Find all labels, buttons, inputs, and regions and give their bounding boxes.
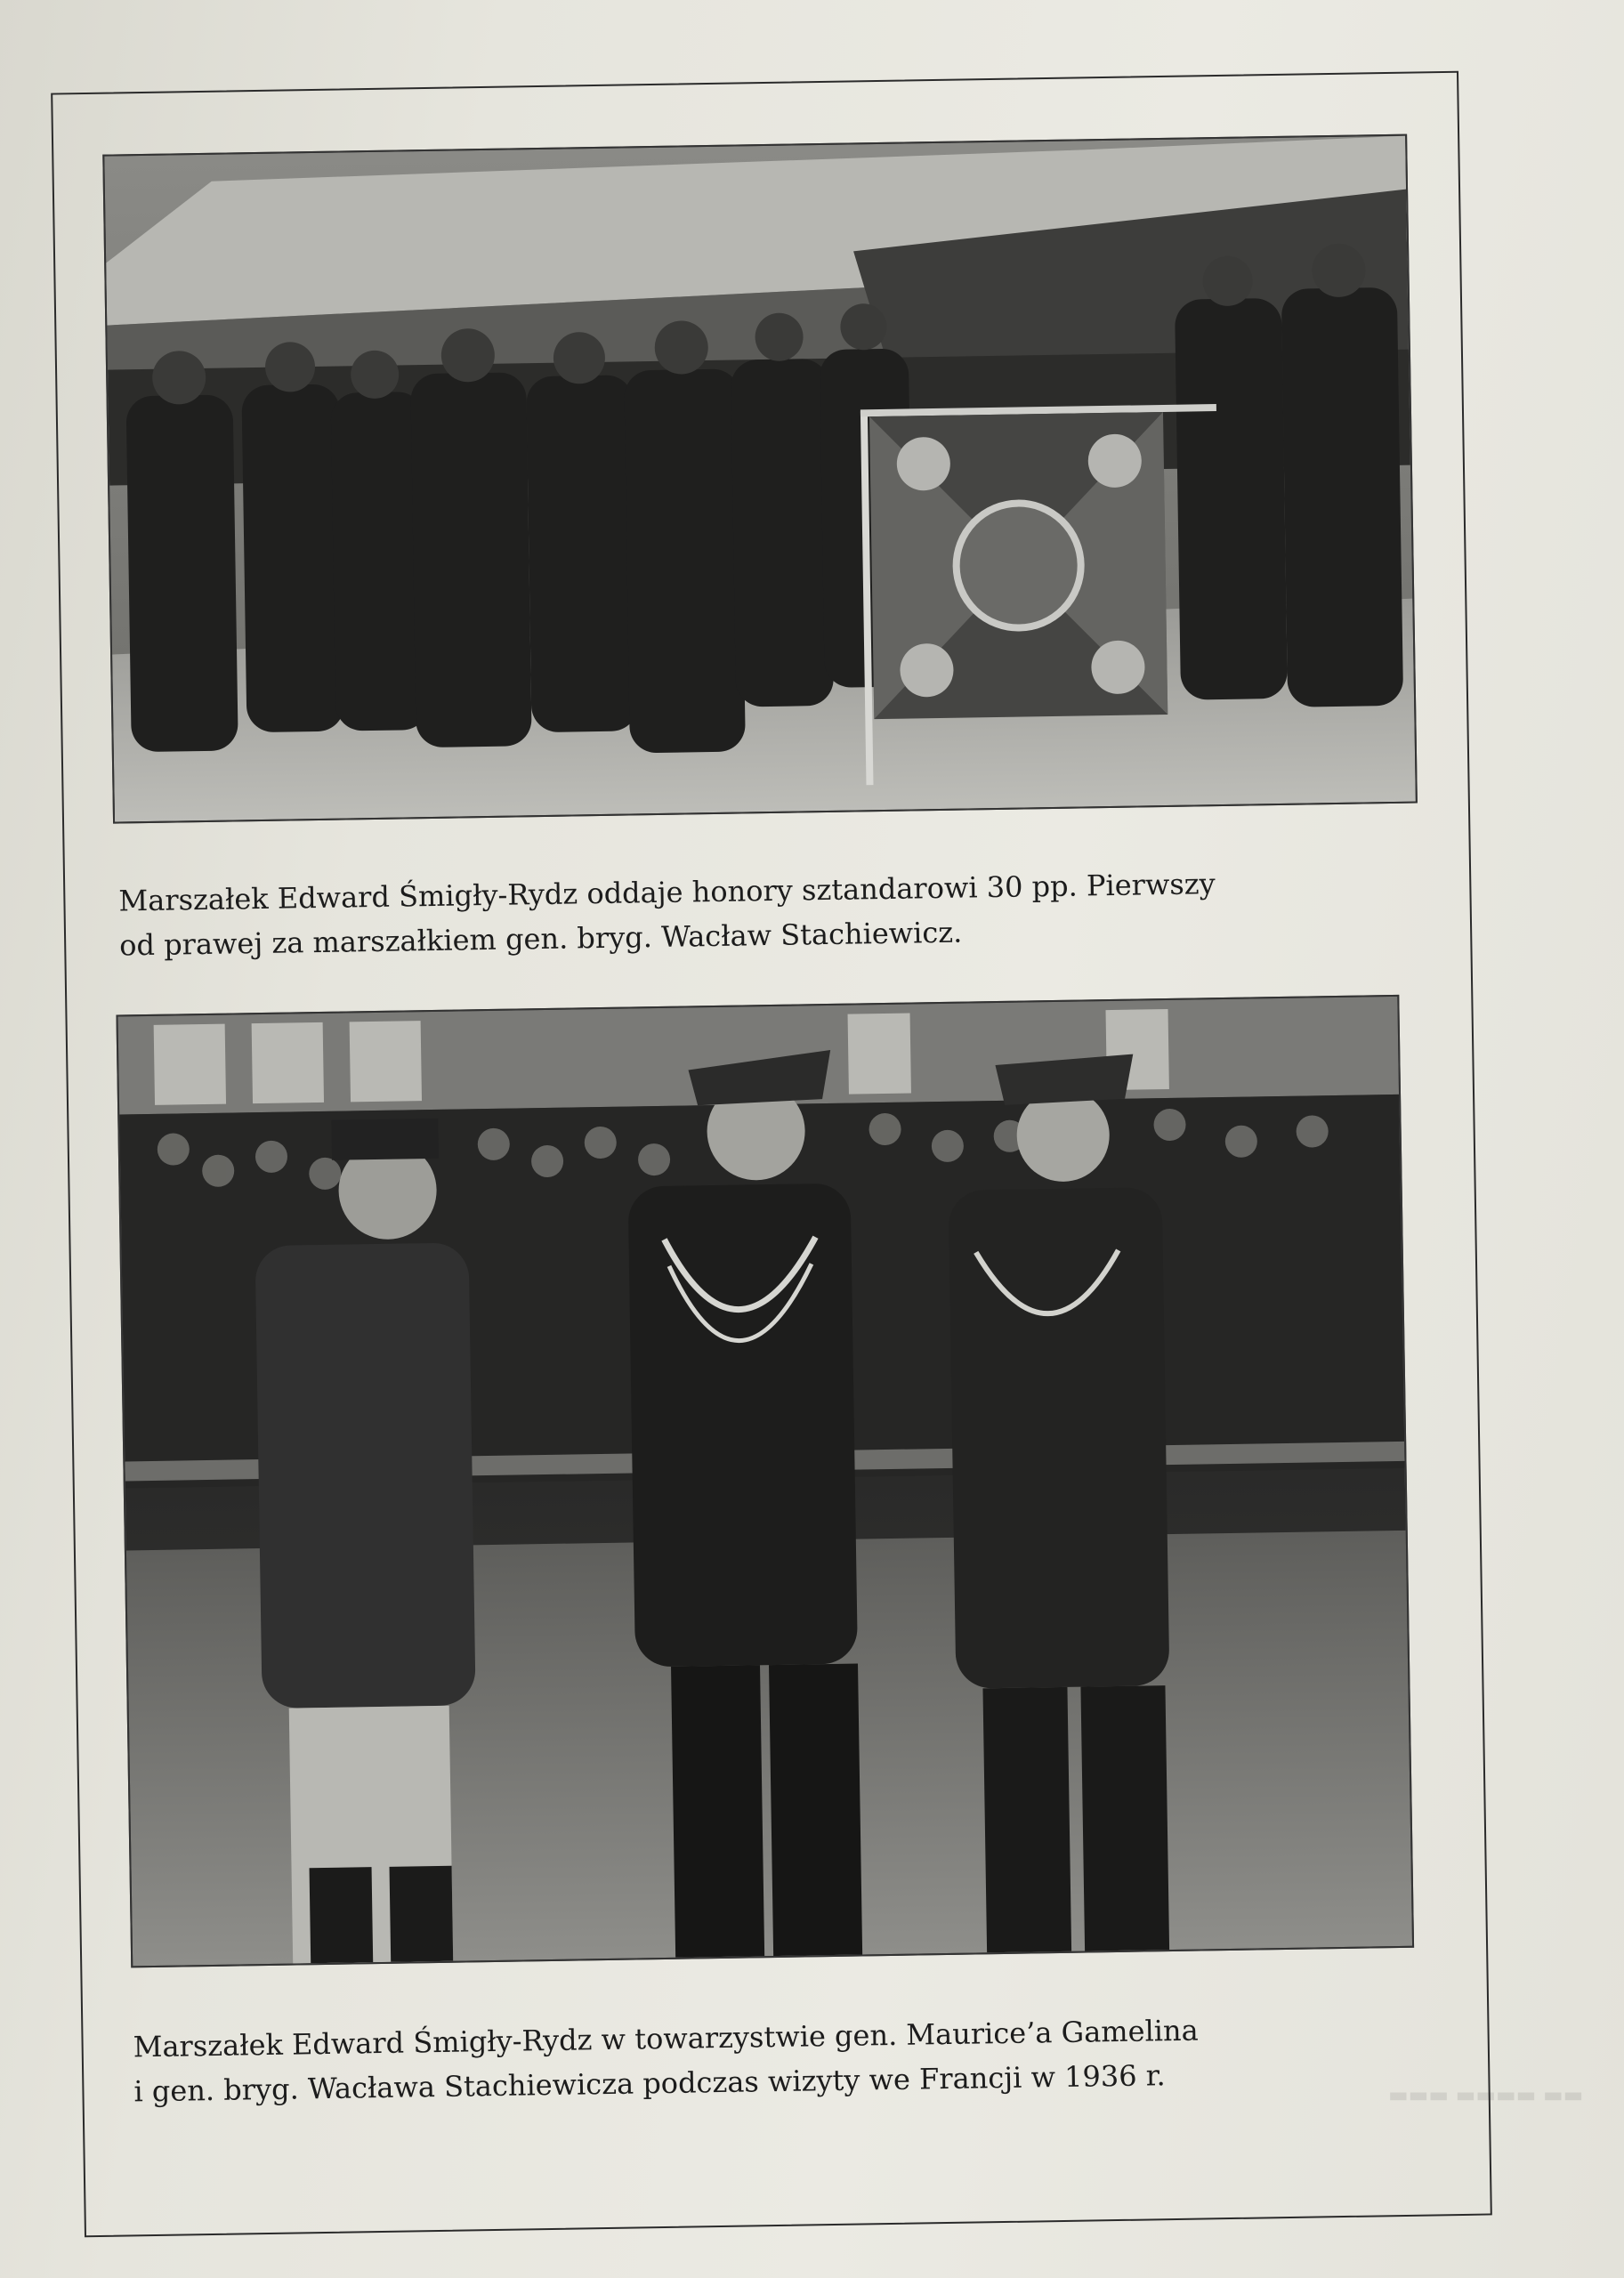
parade-photo-illustration bbox=[104, 136, 1416, 822]
photo-three-generals bbox=[116, 995, 1414, 1968]
caption-line: Marszałek Edward Śmigły-Rydz w towarzystwie gen. Maurice’a Gamelina bbox=[133, 2013, 1199, 2064]
photo-1-caption bbox=[118, 859, 1401, 968]
caption-line: od prawej za marszałkiem gen. bryg. Wacław Stachiewicz. bbox=[118, 915, 963, 963]
page-frame bbox=[51, 71, 1492, 2238]
generals-photo-illustration bbox=[117, 997, 1412, 1966]
photo-parade-standard bbox=[102, 134, 1418, 824]
caption-line: i gen. bryg. Wacława Stachiewicza podczas wizyty we Francji w 1936 r. bbox=[133, 2058, 1166, 2109]
caption-line: Marszałek Edward Śmigły-Rydz oddaje honory sztandarowi 30 pp. Pierwszy bbox=[118, 867, 1216, 918]
bleed-through-text: ▬▬▬ ▬▬▬▬ ▬▬ bbox=[1388, 2082, 1584, 2107]
photo-2-caption bbox=[133, 2005, 1411, 2114]
